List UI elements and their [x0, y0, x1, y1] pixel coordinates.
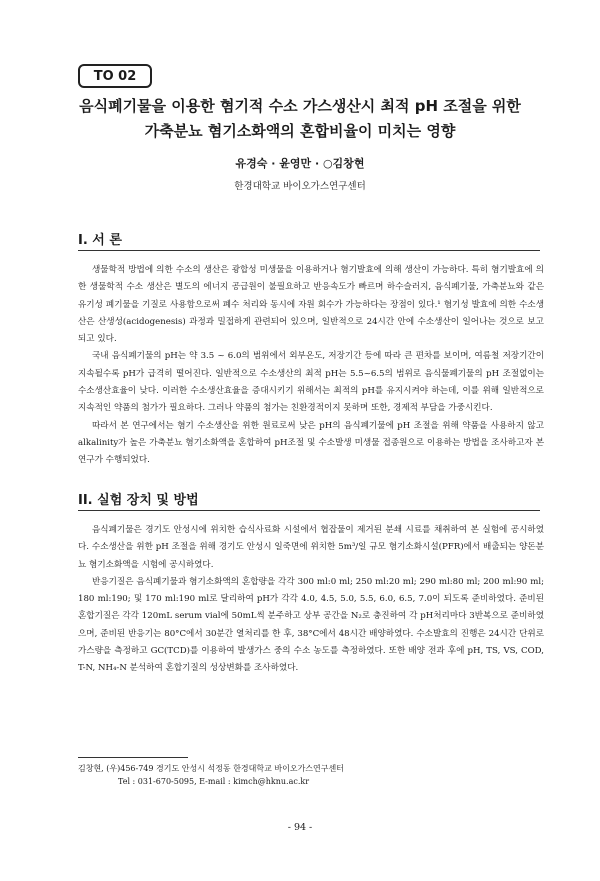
authors: 유경숙 · 윤영만 · ○김창현 — [235, 157, 365, 170]
paragraph: 국내 음식폐기물의 pH는 약 3.5 ~ 6.0의 범위에서 외부온도, 저장기간 등에 따라 큰 편차를 보이며, 여름철 저장기간이 지속될수록 pH가 급격히 떨어진다. 일반적으로 수소생산의 최적 pH는 5.5~6.5의 범위로 음식물폐기물의 pH 조절없이는 수소생산효율이 낮다. 이러한 수소생산효율을 증대시키기 위해서는 최적의 pH를 유지시켜야 하는데, 이를 위해 일반적으로 지속적인 약품의 첨가가 필요하다. 그러나 약품의 첨가는 친환경적이지 못하며 또한, 경제적 부담을 가중시킨다. — [78, 351, 544, 414]
paragraph: 반응기질은 음식폐기물과 혐기소화액의 혼합량을 각각 300 ml:0 ml; 250 ml:20 ml; 290 ml:80 ml; 200 ml:90 ml; 180 ml:190; 및 170 ml:190 ml로 달리하여 pH가 각각 4.0, 4.5, 5.0, 5.5, 6.0, 6.5, 7.0이 되도록 준비하였다. 준비된 혼합기질은 각각 120mL serum vial에 50mL씩 분주하고 상부 공간을 N₂로 충진하여 각 pH처리마다 3반복으로 준비하였으며, 준비된 반응기는 80°C에서 30분간 열처리를 한 후, 38°C에서 48시간 배양하였다. 수소발효의 진행은 24시간 단위로 가스량을 측정하고 GC(TCD)를 이용하여 발생가스 중의 수소 농도를 측정하였다. 또한 배양 전과 후에 pH, TS, VS, COD, T-N, NH₄-N 분석하여 혼합기질의 성상변화를 조사하였다. — [78, 576, 544, 674]
footnote-address: 김창현, (우)456-749 경기도 안성시 석정동 한경대학교 바이오가스연구센터 — [78, 764, 344, 773]
paragraph: 따라서 본 연구에서는 혐기 수소생산을 위한 원료로써 낮은 pH의 음식폐기물에 pH 조절을 위해 약품을 사용하지 않고 alkalinity가 높은 가축분뇨 혐기소화액을 혼합하여 pH조절 및 수소발생 미생물 접종원으로 이용하는 방법을 조사하고자 본 연구가 수행되었다. — [78, 420, 544, 466]
affiliation: 한경대학교 바이오가스연구센터 — [234, 181, 366, 192]
paragraph: 생물학적 방법에 의한 수소의 생산은 광합성 미생물을 이용하거나 혐기발효에 의해 생산이 가능하다. 특히 혐기발효에 의한 생물학적 수소 생산은 별도의 에너지 공급원이 불필요하고 반응속도가 빠르며 하수슬러지, 음식폐기물, 가축분뇨와 같은 유기성 폐기물을 기질로 사용함으로써 폐수 처리와 동시에 자원 회수가 가능하다는 장점이 있다.¹ 혐기성 발효에 의한 수소생산은 산생성(acidogenesis) 과정과 밀접하게 관련되어 있으며, 일반적으로 24시간 안에 수소생산이 일어나는 것으로 보고되고 있다. — [78, 265, 544, 345]
paper-title-line-2: 가축분뇨 혐기소화액의 혼합비율이 미치는 영향 — [144, 122, 456, 140]
methods-body — [78, 522, 544, 678]
footnote — [78, 762, 344, 788]
footnote-contact: Tel : 031-670-5095, E-mail : kimch@hknu.ac.kr — [118, 777, 310, 786]
section-heading-introduction: I. 서 론 — [78, 233, 122, 248]
section-divider — [78, 510, 540, 511]
page-number: - 94 - — [287, 822, 313, 833]
section-heading-methods: II. 실험 장치 및 방법 — [78, 493, 199, 508]
footnote-divider — [78, 757, 188, 758]
paragraph: 음식폐기물은 경기도 안성시에 위치한 습식사료화 시설에서 협잡물이 제거된 분쇄 시료를 채취하여 본 실험에 공시하였다. 수소생산을 위한 pH 조절을 위해 경기도 안성시 일죽면에 위치한 5m³/일 규모 혐기소화시설(PFR)에서 배출되는 양돈분뇨 혐기소화액을 시험에 공시하였다. — [78, 525, 544, 570]
paper-title-line-1: 음식폐기물을 이용한 혐기적 수소 가스생산시 최적 pH 조절을 위한 — [79, 97, 521, 115]
session-code-badge: TO 02 — [78, 64, 152, 88]
introduction-body — [78, 262, 544, 470]
section-divider — [78, 250, 540, 251]
